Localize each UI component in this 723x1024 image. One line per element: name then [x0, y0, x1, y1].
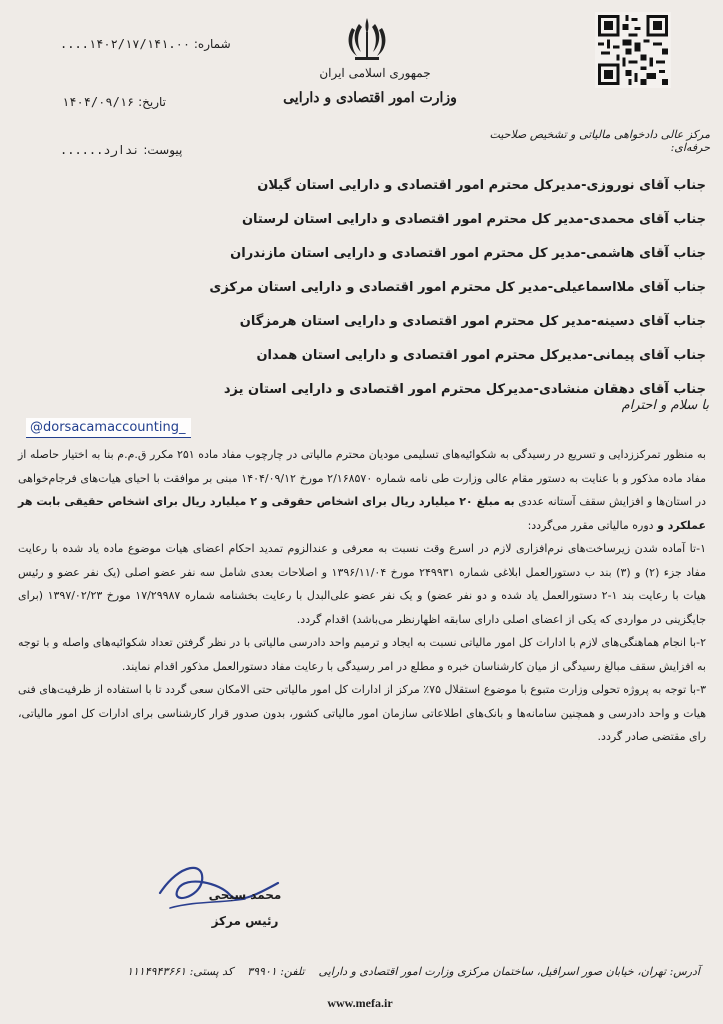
website-link[interactable]: www.mefa.ir	[327, 996, 393, 1010]
item-3: ۳-با توجه به پروژه تحولی وزارت متبوع با موضوع استقلال ۷۵٪ مرکز از ادارات کل امور مالیاتی حتی الامکان سعی گردد تا با استفاده از ظرفیت‌های فنی هیات و واحد دادرسی و همچنین سامانه‌ها و بانک‌های اطلاعاتی سازمان امور مالیاتی کشور، بدون صدور قرار کارشناسی برای ادارات کل امور مالیاتی، رای مقتضی صادر گردد.	[18, 683, 706, 743]
signer-title: رئیس مرکز	[211, 914, 279, 928]
recipient-line: جناب آقای محمدی-مدیر کل محترم امور اقتصادی و دارایی استان لرستان	[241, 212, 706, 227]
attachment-label: پیوست:	[143, 143, 183, 157]
number-value: ۱۴۰۲/۱۷/۱۴۱.۰۰....	[60, 37, 191, 51]
intro-bold-text: به مبلغ ۲۰ میلیارد ریال برای اشخاص حقوقی و ۲ میلیارد ریال برای اشخاص حقیقی بابت هر عملکرد و	[18, 495, 706, 532]
ministry-name: وزارت امور اقتصادی و دارایی	[283, 90, 457, 106]
letter-date	[62, 95, 166, 109]
signer-name: محمد سبحی	[208, 888, 282, 902]
date-label: تاریخ:	[138, 95, 166, 109]
recipient-line: جناب آقای ملااسماعیلی-مدیر کل محترم امور اقتصادی و دارایی استان مرکزی	[209, 280, 706, 295]
item-1: ۱-تا آماده شدن زیرساخت‌های نرم‌افزاری لازم در اسرع وقت نسبت به معرفی و عندالزوم تمدید احکام اعضای هیات موضوع ماده یاد شده با رعایت مفاد جزء (۲) و (۳) بند ب دستورالعمل ابلاغی شماره ۲۴۹۹۳۱ مورخ ۱۳۹۶/۱۱/۰۴ و اصلاحات بعدی شامل سه نفر عضو اصلی (یک نفر عضو و رئیس هیات با رعایت بند ۱-۲ دستورالعمل یاد شده و دو نفر عضو) و یک نفر عضو علی‌البدل با رعایت بخشنامه شماره ۱۷/۲۹۹۸۷ مورخ ۱۳۹۷/۰۲/۲۳ (برای جایگزینی در مواردی که یکی از اعضای اصلی دارای سابقه اظهارنظر می‌باشد) اقدام گردد.	[18, 542, 706, 626]
footer-contact	[60, 965, 700, 978]
footer-phone: تلفن: ۳۹۹۰۱	[247, 965, 305, 978]
letter-attachment	[60, 143, 182, 157]
recipient-line: جناب آقای دهقان منشادی-مدیرکل محترم امور اقتصادی و دارایی استان یزد	[223, 382, 706, 397]
recipient-line: جناب آقای دسینه-مدیر کل محترم امور اقتصادی و دارایی استان هرمزگان	[239, 314, 706, 329]
sender-office: مرکز عالی دادخواهی مالیاتی و تشخیص صلاحیت حرفه‌ای:	[489, 128, 710, 154]
footer-postal-code: کد پستی: ۱۱۱۴۹۴۳۶۶۱	[126, 965, 234, 978]
attachment-value: ندارد......	[60, 143, 140, 157]
date-value: ۱۴۰۴/۰۹/۱۶	[62, 95, 135, 109]
footer-address: آدرس: تهران، خیابان صور اسرافیل، ساختمان مرکزی وزارت امور اقتصادی و دارایی	[318, 965, 700, 978]
country-name: جمهوری اسلامی ایران	[319, 66, 431, 80]
recipient-line: جناب آقای نوروزی-مدیرکل محترم امور اقتصادی و دارایی استان گیلان	[257, 178, 706, 193]
recipient-line: جناب آقای هاشمی-مدیر کل محترم امور اقتصادی و دارایی استان مازندران	[230, 246, 706, 261]
intro-closing-text: دوره مالیاتی مقرر می‌گردد:	[527, 518, 654, 532]
item-2: ۲-با انجام هماهنگی‌های لازم با ادارات کل امور مالیاتی نسبت به ایجاد و ترمیم واحد دادرسی مالیاتی با در نظر گرفتن تعداد شکوائیه‌های واصله و با توجه به افزایش سقف مبالغ رسیدگی از میان کارشناسان خبره و مطلع در امر رسیدگی با رعایت مفاد دستورالعمل مذکور اقدام نمایند.	[18, 636, 706, 673]
greeting: با سلام و احترام	[621, 398, 709, 413]
iran-emblem-icon	[345, 14, 389, 62]
recipient-line: جناب آقای پیمانی-مدیرکل محترم امور اقتصادی و دارایی استان همدان	[256, 348, 706, 363]
letter-number	[60, 37, 231, 51]
number-label: شماره:	[193, 37, 231, 51]
recipient-list	[110, 169, 706, 407]
watermark-handle: @dorsacamaccounting_	[26, 418, 191, 438]
letter-body	[18, 443, 706, 749]
qr-code-icon	[595, 12, 671, 88]
intro-paragraph	[18, 443, 706, 537]
intro-text: به منظور تمرکززدایی و تسریع در رسیدگی به شکوائیه‌های تسلیمی مودیان محترم مالیاتی در چارچوب مفاد ماده ۲۵۱ مکرر ق.م.م بنا به اختیار حاصله از مفاد ماده مذکور و با عنایت به دستور مقام عالی وزارت طی نامه شماره ۲/۱۶۸۵۷۰ مورخ ۱۴۰۴/۰۹/۱۲ مبنی بر موافقت با احیای هیات‌های فرجام‌خواهی در استان‌ها و افزایش سقف آستانه عددی	[18, 448, 707, 508]
